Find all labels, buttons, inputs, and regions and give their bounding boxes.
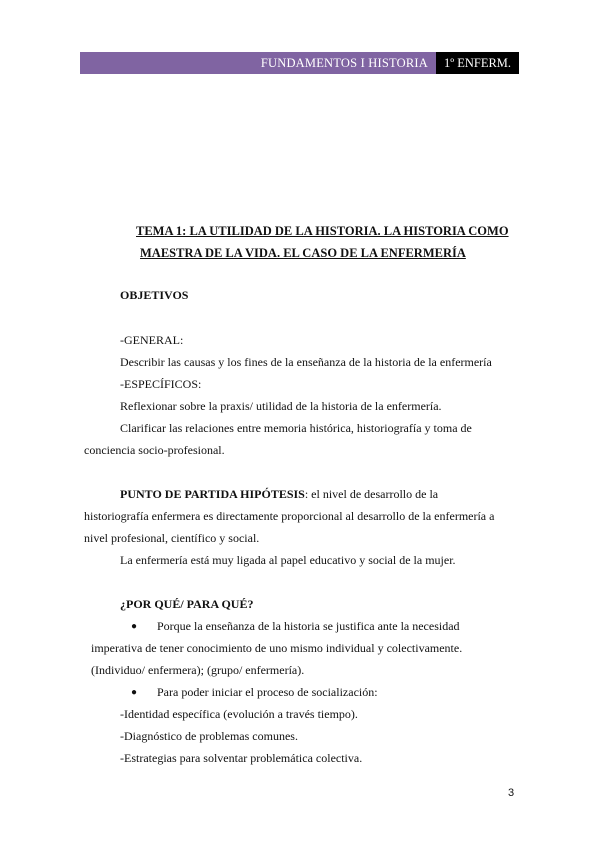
especifico-2-line-1: Clarificar las relaciones entre memoria histórica, historiografía y toma de	[120, 421, 472, 435]
bullet-1-line-3: (Individuo/ enfermera); (grupo/ enfermería).	[91, 663, 305, 677]
list-item-diagnostico: -Diagnóstico de problemas comunes.	[120, 729, 298, 743]
bullet-2: Para poder iniciar el proceso de socialización:	[157, 685, 378, 699]
bullet-1-line-1: Porque la enseñanza de la historia se justifica ante la necesidad	[157, 619, 460, 633]
document-title	[136, 220, 516, 264]
page-number: 3	[508, 787, 515, 799]
list-item-estrategias: -Estrategias para solventar problemática colectiva.	[120, 751, 363, 765]
header-subject: FUNDAMENTOS I HISTORIA	[80, 52, 436, 74]
objetivos-heading: OBJETIVOS	[120, 288, 189, 302]
hipotesis-line-2: historiografía enfermera es directamente proporcional al desarrollo de la enfermería a	[84, 509, 495, 523]
hipotesis-line-4: La enfermería está muy ligada al papel educativo y social de la mujer.	[120, 553, 456, 567]
title-line-1: TEMA 1: LA UTILIDAD DE LA HISTORIA. LA HISTORIA COMO	[136, 224, 509, 238]
title-line-2: MAESTRA DE LA VIDA. EL CASO DE LA ENFERMERÍA	[140, 246, 466, 260]
hipotesis-line-3: nivel profesional, científico y social.	[84, 531, 260, 545]
header-course: 1º ENFERM.	[436, 52, 519, 74]
general-text: Describir las causas y los fines de la enseñanza de la historia de la enfermería	[120, 355, 492, 369]
list-item-identidad: -Identidad específica (evolución a través tiempo).	[120, 707, 358, 721]
hipotesis-heading: PUNTO DE PARTIDA HIPÓTESIS	[120, 487, 305, 501]
page-header	[80, 52, 519, 74]
porque-heading: ¿POR QUÉ/ PARA QUÉ?	[120, 597, 254, 611]
bullet-icon: ●	[131, 687, 138, 698]
bullet-1-line-2: imperativa de tener conocimiento de uno mismo individual y colectivamente.	[91, 641, 463, 655]
hipotesis-line-1	[120, 487, 438, 502]
especificos-label: -ESPECÍFICOS:	[120, 377, 202, 391]
especifico-2-line-2: conciencia socio-profesional.	[84, 443, 225, 457]
general-label: -GENERAL:	[120, 333, 184, 347]
hipotesis-line-1-rest: : el nivel de desarrollo de la	[304, 487, 439, 501]
bullet-icon: ●	[131, 621, 138, 632]
especifico-1: Reflexionar sobre la praxis/ utilidad de la historia de la enfermería.	[120, 399, 442, 413]
